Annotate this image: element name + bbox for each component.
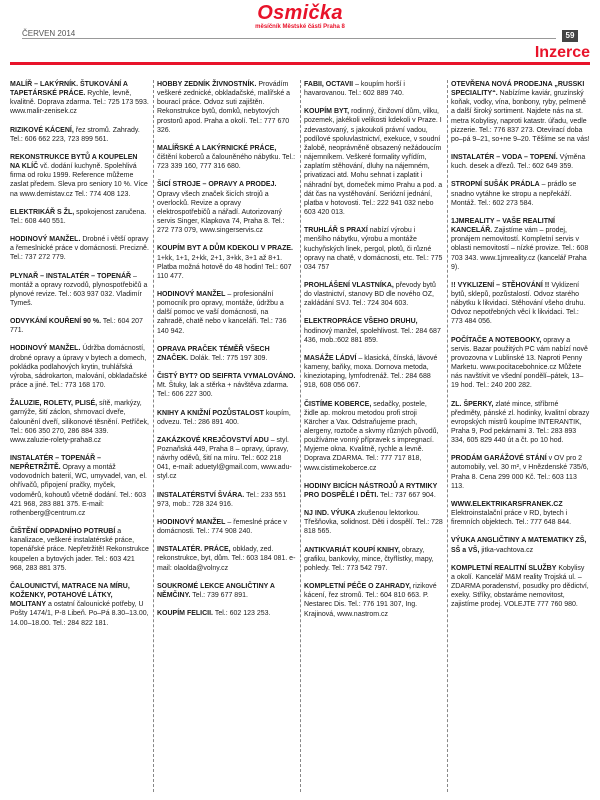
classified-ad xyxy=(10,582,149,628)
classified-ad xyxy=(304,281,443,308)
column-divider xyxy=(300,80,301,792)
classified-ad xyxy=(10,344,149,390)
ad-body: Zajistíme vám – prodej, pronájem nemovitostí. Kompletní servis v oblasti nemovitostí – nízké provize. Tel.: 608 703 343. www.1jmreality.cz (kancelář Praha 9). xyxy=(451,227,589,271)
ad-body: jitka-vachtova.cz xyxy=(479,546,534,554)
ad-headline: INSTALATÉRSTVÍ ŠVÁRA. xyxy=(157,491,245,499)
classified-ad xyxy=(10,153,149,199)
ad-column-2 xyxy=(157,80,296,792)
ad-body: Tel.: 739 677 891. xyxy=(190,591,248,599)
ad-body: – styl. Poznaňská 449, Praha 8 – opravy, úpravy, návrhy oděvů, šití na míru. Tel.: 602 218 041, e-mail: aduetyl@gmail.com, www.adu-styl.cz xyxy=(157,436,292,481)
ad-body: Tel.: 737 667 904. xyxy=(378,491,436,499)
classified-ad xyxy=(157,609,296,618)
ad-headline: ELEKTRIKÁŘ S ŽL, xyxy=(10,208,75,216)
magazine-logo xyxy=(22,2,578,31)
classified-ad xyxy=(10,272,149,309)
ad-headline: INSTALATÉR – TOPENÁŘ – NEPŘETRŽITĚ. xyxy=(10,455,102,472)
ad-headline: NJ IND. VÝUKA xyxy=(304,510,356,518)
classified-ad xyxy=(10,399,149,445)
ad-body: sedačky, postele, židle ap. mokrou metodou profi stroji Kärcher a Vax. Odstraňujeme prach, alergeny, roztoče a skvrny různých původů, používáme vonný přípravek s impregnací. Myjeme okna. Kvalitně, rychle a levně. Doprava ZDARMA. Tel.: 777 717 818, www.cistimekoberce.cz xyxy=(304,400,439,472)
ad-headline: HODINOVÝ MANŽEL. xyxy=(10,345,81,353)
classified-ad xyxy=(10,126,149,144)
ad-body: 1+kk, 1+1, 2+kk, 2+1, 3+kk, 3+1 až 8+1. Platba možná hotově do 48 hodin! Tel.: 607 110 477. xyxy=(157,254,292,280)
classified-ad xyxy=(451,500,590,527)
ad-column-3 xyxy=(304,80,443,792)
ad-body: Opravy a montáž vodovodních baterií, WC, umyvadel, van, el. ohřívačů, připojení pračky, myček, vodoměrů, kohoutů včetně dodání. Tel.: 603 421 968, 283 881 375. E-mail: rothenberg@centrum.cz xyxy=(10,464,147,517)
classified-ad xyxy=(304,107,443,217)
ad-headline: MASÁŽE LÁDVÍ xyxy=(304,354,357,362)
classified-ad xyxy=(304,482,443,500)
ad-body: čištění koberců a čalouněného nábytku. Tel.: 723 339 160, 777 316 680. xyxy=(157,154,296,171)
ad-headline: KOUPÍM FELICII. xyxy=(157,610,213,618)
ad-headline: RIZIKOVÉ KÁCENÍ, xyxy=(10,126,74,134)
ad-headline: WWW.ELEKTRIKARSFRANEK.CZ xyxy=(451,500,563,508)
ad-body: rodinný, činžovní dům, vilku, pozemek, jakékoli velikosti kdekoli v Praze. I zdevastovaný, s jakoukoli právní vadou, podílové spoluvlastnictví, exekuce, v soudní žalobě, neoprávněně obsazený nežádoucím nájemníkem. Veškeré formality vyřídím, zaplatím stěhování, dluhy na nájemném, privatizaci atd. Mohu sehnat i zaplatit i náhradní byt, domeček mimo Prahu a pod. a dát čas na vystěhování. Seriózní jednání, platba v hotovosti. Tel.: 222 941 032 nebo 603 420 013. xyxy=(304,108,443,217)
classified-ad xyxy=(451,336,590,391)
ad-body: hodinový manžel, spolehlivost. Tel.: 284 687 436, mob.:602 881 859. xyxy=(304,327,441,344)
ad-headline: ČISTÝ BYT? OD SEIFRTA VYMALOVÁNO. xyxy=(157,373,296,381)
ad-headline: PROHLÁŠENÍ VLASTNÍKA, xyxy=(304,281,394,289)
classified-ad xyxy=(304,509,443,536)
ad-body: Drobné i větší opravy a řemeslnické práce v domácnosti. Precizně. Tel.: 737 272 779. xyxy=(10,236,149,262)
header-rule xyxy=(22,38,556,39)
classified-ad xyxy=(157,290,296,336)
classified-ad xyxy=(451,281,590,327)
ad-headline: HODINOVÝ MANŽEL xyxy=(157,518,226,526)
ad-headline: ŽALUZIE, ROLETY, PLISÉ, xyxy=(10,400,98,408)
ad-headline: KOUPÍM BYT A DŮM KDEKOLI V PRAZE. xyxy=(157,245,293,253)
ad-headline: ZL. ŠPERKY, xyxy=(451,400,494,408)
classified-ad xyxy=(157,345,296,363)
ad-body: – prádlo se snadno vytáhne ke stropu a nepřekáží. Montáž. Tel.: 602 273 584. xyxy=(451,181,577,207)
ad-headline: ZAKÁZKOVÉ KREJČOVSTVÍ ADU xyxy=(157,436,269,444)
ad-body: řez stromů. Zahrady. Tel.: 606 662 223, 723 899 561. xyxy=(10,126,140,143)
classified-ad xyxy=(157,545,296,572)
ad-headline: POČÍTAČE A NOTEBOOKY, xyxy=(451,336,542,344)
ad-body: Mt. Štuky, lak a stěrka + návštěva zdarma. Tel.: 606 227 300. xyxy=(157,382,289,399)
ad-body: a ostatní čalounické potřeby, U Pošty 1474/1, P-8 Libeň. Po–Pá 8.30–13.00, 14.00–18.00. Tel.: 284 822 181. xyxy=(10,601,149,627)
ad-body: obklady, zed. rekonstrukce, byt, dům. Tel.: 603 184 081. e-mail: olaolda@volny.cz xyxy=(157,546,296,572)
ad-headline: ODVYKÁNÍ KOUŘENÍ 90 %. xyxy=(10,318,102,326)
ad-body: Vyklizení bytů, sklepů, pozůstalostí. Odvoz starého nábytku k likvidaci. Stěhování všeho druhu. Odvoz nepotřebných věcí k likvidaci. Tel.: 773 484 056. xyxy=(451,281,586,326)
ad-headline: PLYNAŘ – INSTALATÉR – TOPENÁŘ xyxy=(10,272,132,280)
ad-headline: MALÍŘ – LAKÝRNÍK. ŠTUKOVÁNÍ A TAPETÁRSKÉ PRÁCE. xyxy=(10,81,128,98)
ad-body: – řemeslné práce v domácnosti. Tel.: 774 908 240. xyxy=(157,518,287,536)
ad-headline: ČALOUNICTVÍ, MATRACE NA MÍRU, KOŽENKY, POTAHOVÉ LÁTKY, MOLITANY xyxy=(10,582,130,609)
classified-ad xyxy=(304,582,443,619)
classified-ad xyxy=(10,317,149,335)
ad-headline: ŠICÍ STROJE – OPRAVY A PRODEJ. xyxy=(157,181,277,189)
section-title: Inzerce xyxy=(534,44,590,61)
classified-ad xyxy=(304,80,443,98)
classified-ad xyxy=(451,400,590,446)
ad-headline: INSTALATÉR. PRÁCE, xyxy=(157,546,231,554)
classified-ad xyxy=(157,436,296,482)
ad-headline: OTEVŘENA NOVÁ PRODEJNA „RUSSKI SPECIALITY“. xyxy=(451,81,585,98)
ad-headline: HODINOVÝ MANŽEL. xyxy=(10,236,81,244)
classified-ad xyxy=(157,582,296,600)
ad-column-4 xyxy=(451,80,590,792)
ad-body: Rychle, levně, kvalitně. Doprava zdarma. Tel.: 725 173 593. www.malir-zenisek.cz xyxy=(10,90,149,116)
ad-headline: STROPNÍ SUŠÁK PRÁDLA xyxy=(451,181,540,189)
classified-ad xyxy=(451,153,590,171)
ad-body: – profesionální pomocník pro opravy, montáže, údržbu a další pomoc ve vaší domácnosti, na zahradě, chatě nebo v kanceláři. Tel.: 736 140 942. xyxy=(157,290,287,335)
ad-body: vč. dodání kuchyně. Spolehlivá firma od roku 1999. Reference můžeme zaslat předem. Sleva pro seniory 10 %. Více na www.demistav.cz Tel.: 774 408 123. xyxy=(10,163,148,198)
classified-ad xyxy=(451,180,590,207)
classified-ad xyxy=(451,536,590,554)
classified-ad xyxy=(304,317,443,344)
ad-body: Tel.: 233 551 973, mob.: 728 324 916. xyxy=(157,491,287,508)
ad-body: – klasická, čínská, lávové kameny, baňky, moxa. Dornova metoda, kineziotaping, lymfodrenáž. Tel.: 284 688 918, 608 056 067. xyxy=(304,354,438,390)
ad-body: nabízí výrobu i menšího nábytku, výrobu a montáže kuchyňských linek, pergol, plotů, či různé opravy na chatě, v domácnosti, etc. Tel.: 775 034 757 xyxy=(304,227,443,271)
ad-headline: HODINY BICÍCH NÁSTROJŮ A RYTMIKY PRO DOSPĚLÉ I DĚTI. xyxy=(304,482,438,499)
classified-ad xyxy=(10,80,149,117)
page-header xyxy=(22,0,578,42)
classified-ad xyxy=(304,546,443,573)
ad-body: koupím, odvezu. Tel.: 286 891 400. xyxy=(157,409,291,426)
ad-headline: ČIŠTĚNÍ ODPADNÍHO POTRUBÍ xyxy=(10,528,116,536)
ad-headline: MALÍŘSKÉ A LAKÝRNICKÉ PRÁCE, xyxy=(157,144,277,152)
ad-body: obrazy, grafiku, bankovky, mince, čtyřlístky, mapy, pohledy. Tel.: 773 542 797. xyxy=(304,546,434,572)
ad-headline: REKONSTRUKCE BYTŮ A KOUPELEN NA KLÍČ xyxy=(10,153,138,171)
issue-date: ČERVEN 2014 xyxy=(22,29,76,38)
ad-body: Opravy všech značek šicích strojů a overlocků. Revize a opravy elektrospotřebičů a nářadí. Autorizovaný servis Singer, Klapkova 74, Praha 8. Tel.: 272 773 079, www.singerservis.cz xyxy=(157,190,285,235)
ad-body: Nabízíme kaviár, gruzínský koňak, vodky, vína, bonbony, ryby, pelmeně a další široký sortiment. Najdete nás na st. metra Kobylisy, naproti katastr. úřadu, vedle pizzerie. Tel.: 776 837 273. Otevírací doba po–pá 9–21, so+ne 9–20. Těšíme se na vás! xyxy=(451,90,590,143)
classified-ad xyxy=(157,409,296,427)
classified-ad xyxy=(157,144,296,171)
ad-column-1 xyxy=(10,80,149,792)
ad-headline: OPRAVA PRAČEK TÉMĚŘ VŠECH ZNAČEK. xyxy=(157,345,270,362)
ad-headline: VÝUKA ANGLIČTINY A MATEMATIKY ZŠ, SŠ a VŠ, xyxy=(451,537,587,554)
section-rule xyxy=(10,62,590,65)
classified-ad xyxy=(451,454,590,491)
ad-body: a kanalizace, veškeré instalatérské práce, topenářské práce. Nepřetržitě! Rekonstrukce koupelen a bytových jader. Tel.: 603 421 968, 283 881 375. xyxy=(10,528,149,572)
page-number: 59 xyxy=(562,30,578,42)
ad-headline: HOBBY ZEDNÍK ŽIVNOSTNÍK. xyxy=(157,81,257,88)
ad-body: sítě, markýzy, garnýže, šití záclon, shrnovací dveře, čalounění dveří, silikonové těsnění. Petříček, Tel.: 606 350 270, 286 884 339. www.zaluzie-rolety-praha8.cz xyxy=(10,400,149,444)
ad-body: Kobylisy a okolí. Kancelář M&M reality Trojská ul. – ZDARMA poradenství, posudky pro dědictví, exeky. Stříky, obstaráme nemovitost, zajistíme prodej. VOLEJTE 777 760 980. xyxy=(451,564,589,609)
classified-ad xyxy=(157,372,296,399)
ad-body: Elektroinstalační práce v RD, bytech i firemních objektech. Tel.: 777 648 844. xyxy=(451,510,572,527)
column-divider xyxy=(447,80,448,792)
ad-body: rizikové kácení, řez stromů. Tel.: 604 810 663. P. Nestarec Dis. Tel.: 776 191 307, Ing. Krajinová, www.nastrom.cz xyxy=(304,583,437,618)
classified-ad xyxy=(10,454,149,518)
ad-body: v OV pro 2 automobily, vel. 30 m², v Hnězdenské 735/6, Praha 8. Cena 299 000 Kč. Tel.: 603 113 113. xyxy=(451,455,589,490)
ad-body: Údržba domácností, drobné opravy a úpravy v bytech a domech, pokládka podlahových krytin, truhlářská výroba, sádrokarton, malování, obkladačské práce a jiné. Tel.: 773 168 170. xyxy=(10,345,147,390)
ad-headline: !! VYKLIZENÍ – STĚHOVÁNÍ !! xyxy=(451,281,550,289)
ad-headline: KOUPÍM BYT, xyxy=(304,108,350,116)
classified-ad xyxy=(304,400,443,473)
classified-ad xyxy=(157,491,296,509)
classified-ad xyxy=(157,518,296,536)
classified-ad xyxy=(451,564,590,610)
classified-ad xyxy=(10,235,149,262)
classified-ad xyxy=(451,217,590,272)
ad-body: Dolák. Tel.: 775 197 309. xyxy=(188,354,268,362)
ad-body: zkušenou lektorkou. Třešňovka, solidnost. Děti i dospělí. Tel.: 728 818 565. xyxy=(304,510,443,536)
classified-ad xyxy=(304,354,443,391)
ad-body: spokojenost zaručena. Tel.: 608 440 551. xyxy=(10,208,147,225)
ad-body: Tel.: 604 207 771. xyxy=(10,318,143,335)
logo-subtitle: měsíčník Městské části Praha 8 xyxy=(255,24,345,30)
ad-body: Výměna kuch. desek a dřezů. Tel.: 602 649 359. xyxy=(451,154,586,171)
ad-body: Provádím veškeré zednické, obkladačské, malířské a bourací práce. Odvoz suti zajištěn. Rekonstrukce bytů, domků, nebytových prostorů apod. Praha a okolí. Tel.: 777 670 326. xyxy=(157,81,291,134)
ad-headline: HODINOVÝ MANŽEL xyxy=(157,290,226,298)
logo-title: Osmička xyxy=(257,2,343,24)
ad-headline: KOMPLETNÍ REALITNÍ SLUŽBY xyxy=(451,564,557,572)
classified-ad xyxy=(451,80,590,144)
ad-body: – montáž a opravy rozvodů, plynospotřebičů a plynové revize. Tel.: 603 937 032. Vladimír Tymeš. xyxy=(10,272,148,307)
classified-ad xyxy=(304,226,443,272)
ad-body: Tel.: 602 123 253. xyxy=(213,610,271,618)
ad-body: zlaté mince, stříbrné předměty, pánské zl. hodinky, kvalitní obrazy evropských mistrů koupíme INTERANTIK, Praha 9, Pod pekárnami 3. Tel.: 283 893 334, 605 829 440 út a čt. po 10 hod. xyxy=(451,400,590,445)
ad-headline: KOMPLETNÍ PÉČE O ZAHRADY, xyxy=(304,583,411,591)
ad-body: opravy a servis. Bazar použitých PC vám nabízí nově provozovna v Lublinské 13. Naproti Penny Marketu. www.pocitacebohnice.cz Můžete nás navštívit ve všední pondělí–pátek, 13–19 hod. Tel.: 240 200 282. xyxy=(451,336,588,390)
ad-body: – koupím horší i havarovanou. Tel.: 602 889 740. xyxy=(304,81,405,98)
ad-headline: KNIHY A KNIŽNÍ POZŮSTALOST xyxy=(157,409,264,417)
ad-headline: INSTALATÉR – VODA – TOPENÍ. xyxy=(451,154,558,162)
ad-headline: ANTIKVARIÁT KOUPÍ KNIHY, xyxy=(304,546,400,554)
classified-ad xyxy=(157,244,296,281)
ad-body: převody bytů do vlastnictví, stanovy BD dle nového OZ, zakládání SVJ. Tel.: 724 304 603. xyxy=(304,281,436,308)
classified-ad xyxy=(157,180,296,235)
ad-headline: SOUKROMÉ LEKCE ANGLIČTINY A NĚMČINY. xyxy=(157,582,275,599)
ad-headline: PRODÁM GARÁŽOVÉ STÁNÍ xyxy=(451,455,547,463)
classified-ad xyxy=(10,208,149,226)
ad-headline: 1JMREALITY – VAŠE REALITNÍ KANCELÁŘ. xyxy=(451,217,555,235)
ad-headline: FABII, OCTAVII xyxy=(304,81,354,88)
column-divider xyxy=(153,80,154,792)
ad-headline: TRUHLÁŘ S PRAXÍ xyxy=(304,227,368,235)
ad-headline: ELEKTROPRÁCE VŠEHO DRUHU, xyxy=(304,318,418,326)
classified-ad xyxy=(157,80,296,135)
classified-ad xyxy=(10,527,149,573)
ad-headline: ČISTÍME KOBERCE, xyxy=(304,400,372,408)
